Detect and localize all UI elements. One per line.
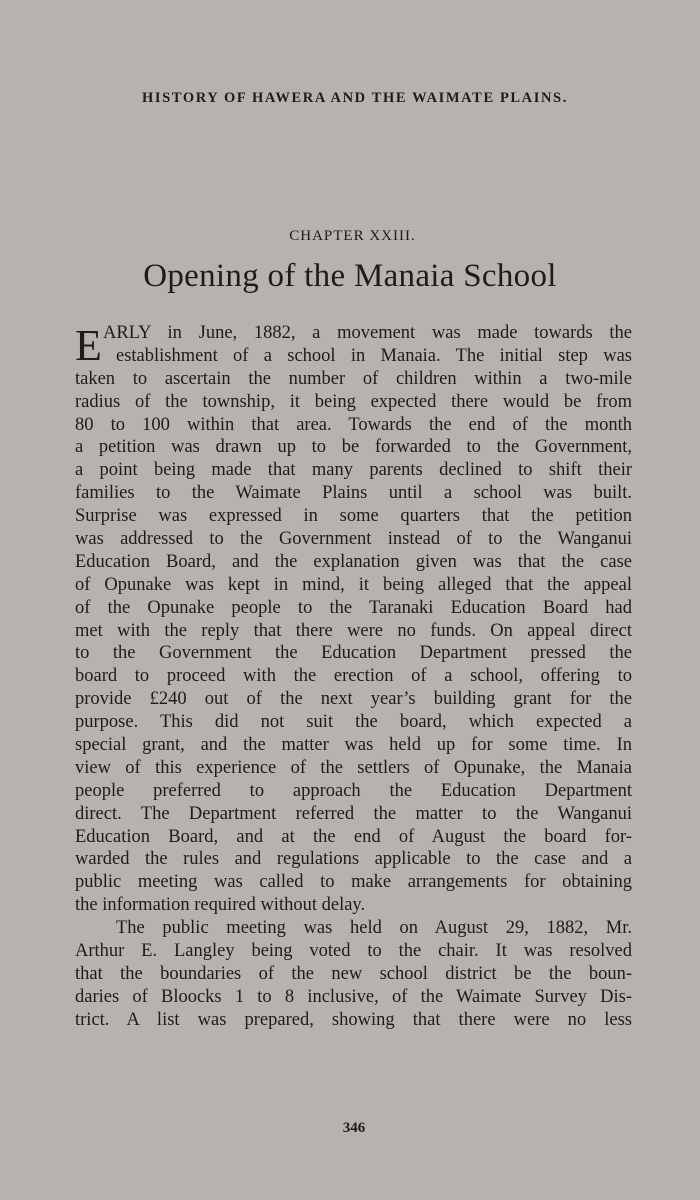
text-line: view of this experience of the settlers of Opunake, the Manaia [75,757,632,778]
text-line: establishment of a school in Manaia. The initial step was [116,345,632,366]
page-title: Opening of the Manaia School [143,258,557,294]
text-line: ARLY in June, 1882, a movement was made towards the [103,323,632,343]
text-line: warded the rules and regulations applicable to the case and a [75,849,632,870]
page-number: 346 [342,1120,366,1136]
text-line: to the Government the Education Department pressed the [75,643,632,664]
text-line: a petition was drawn up to be forwarded to the Government, [75,437,632,458]
text-line: of Opunake was kept in mind, it being alleged that the appeal [75,574,632,595]
text-line: trict. A list was prepared, showing that there were no less [75,1009,632,1030]
text-line: Surprise was expressed in some quarters that the petition [75,506,632,527]
text-line: Arthur E. Langley being voted to the chair. It was resolved [75,941,632,962]
text-line: Education Board, and at the end of August the board for- [75,826,632,847]
text-line: special grant, and the matter was held up for some time. In [75,735,632,756]
chapter-heading: CHAPTER XXIII. [289,228,416,244]
text-line: families to the Waimate Plains until a school was built. [75,483,632,504]
text-line: direct. The Department referred the matter to the Wanganui [75,803,632,824]
text-line: public meeting was called to make arrangements for obtaining [75,872,632,893]
text-line: The public meeting was held on August 29, 1882, Mr. [116,918,632,939]
drop-cap: E [75,321,102,370]
text-line: board to proceed with the erection of a school, offering to [75,666,632,687]
running-head: HISTORY OF HAWERA AND THE WAIMATE PLAINS. [142,90,568,106]
text-line: of the Opunake people to the Taranaki Education Board had [75,597,632,618]
text-line: the information required without delay. [75,895,366,916]
text-line: that the boundaries of the new school district be the boun- [75,963,632,984]
text-line: 80 to 100 within that area. Towards the end of the month [75,414,632,435]
text-line: provide £240 out of the next year’s building grant for the [75,689,632,710]
text-line: people preferred to approach the Education Department [75,780,632,801]
text-line: taken to ascertain the number of children within a two-mile [75,368,632,389]
text-line: was addressed to the Government instead of to the Wanganui [75,529,632,550]
text-line: met with the reply that there were no funds. On appeal direct [75,620,632,641]
text-line: daries of Bloocks 1 to 8 inclusive, of the Waimate Survey Dis- [75,986,632,1007]
text-line: Education Board, and the explanation given was that the case [75,551,632,572]
text-line: radius of the township, it being expected there would be from [75,391,632,412]
text-line: a point being made that many parents declined to shift their [75,460,632,481]
paragraph-lines [75,322,632,1032]
text-line: purpose. This did not suit the board, which expected a [75,712,632,733]
body-text [75,322,632,1032]
